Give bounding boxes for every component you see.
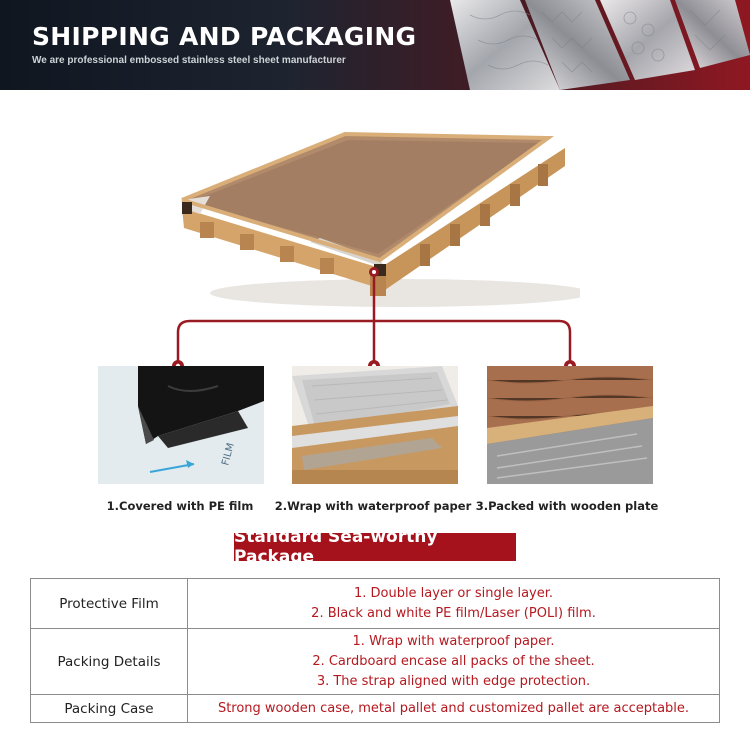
spec-key-packing-details: Packing Details (31, 629, 188, 695)
table-row (31, 695, 720, 723)
step-label-pe-film: 1.Covered with PE film (106, 499, 254, 513)
table-row (31, 629, 720, 695)
embossed-steel-sheets-image (430, 0, 750, 90)
spec-value-packing-details (188, 629, 720, 695)
spec-value-packing-case (188, 695, 720, 723)
spec-line: 1. Double layer or single layer. (353, 585, 554, 601)
spec-key-packing-case: Packing Case (31, 695, 188, 723)
spec-value-protective-film (188, 579, 720, 629)
step-label-wooden-plate: 3.Packed with wooden plate (475, 499, 659, 513)
pe-film-image (98, 366, 264, 484)
spec-line: Strong wooden case, metal pallet and customized pallet are acceptable. (217, 700, 690, 716)
package-heading: Standard Sea-worthy Package (234, 533, 516, 561)
svg-text:FILM: FILM (220, 441, 237, 467)
page-subtitle: We are professional embossed stainless steel sheet manufacturer (32, 55, 346, 66)
spec-line: 3. The strap aligned with edge protection. (316, 673, 591, 689)
spec-line: 2. Black and white PE film/Laser (POLI) film. (311, 605, 596, 621)
spec-line: 1. Wrap with waterproof paper. (352, 633, 555, 649)
wooden-plate-image (487, 366, 653, 484)
page-title: SHIPPING AND PACKAGING (32, 22, 417, 51)
packaging-spec-table (30, 578, 720, 723)
table-row (31, 579, 720, 629)
step-label-waterproof-paper: 2.Wrap with waterproof paper (274, 499, 472, 513)
header-banner (0, 0, 750, 90)
waterproof-paper-image (292, 366, 458, 484)
spec-key-protective-film: Protective Film (31, 579, 188, 629)
wooden-pallet-package-image (170, 118, 580, 318)
spec-line: 2. Cardboard encase all packs of the sheet. (312, 653, 595, 669)
